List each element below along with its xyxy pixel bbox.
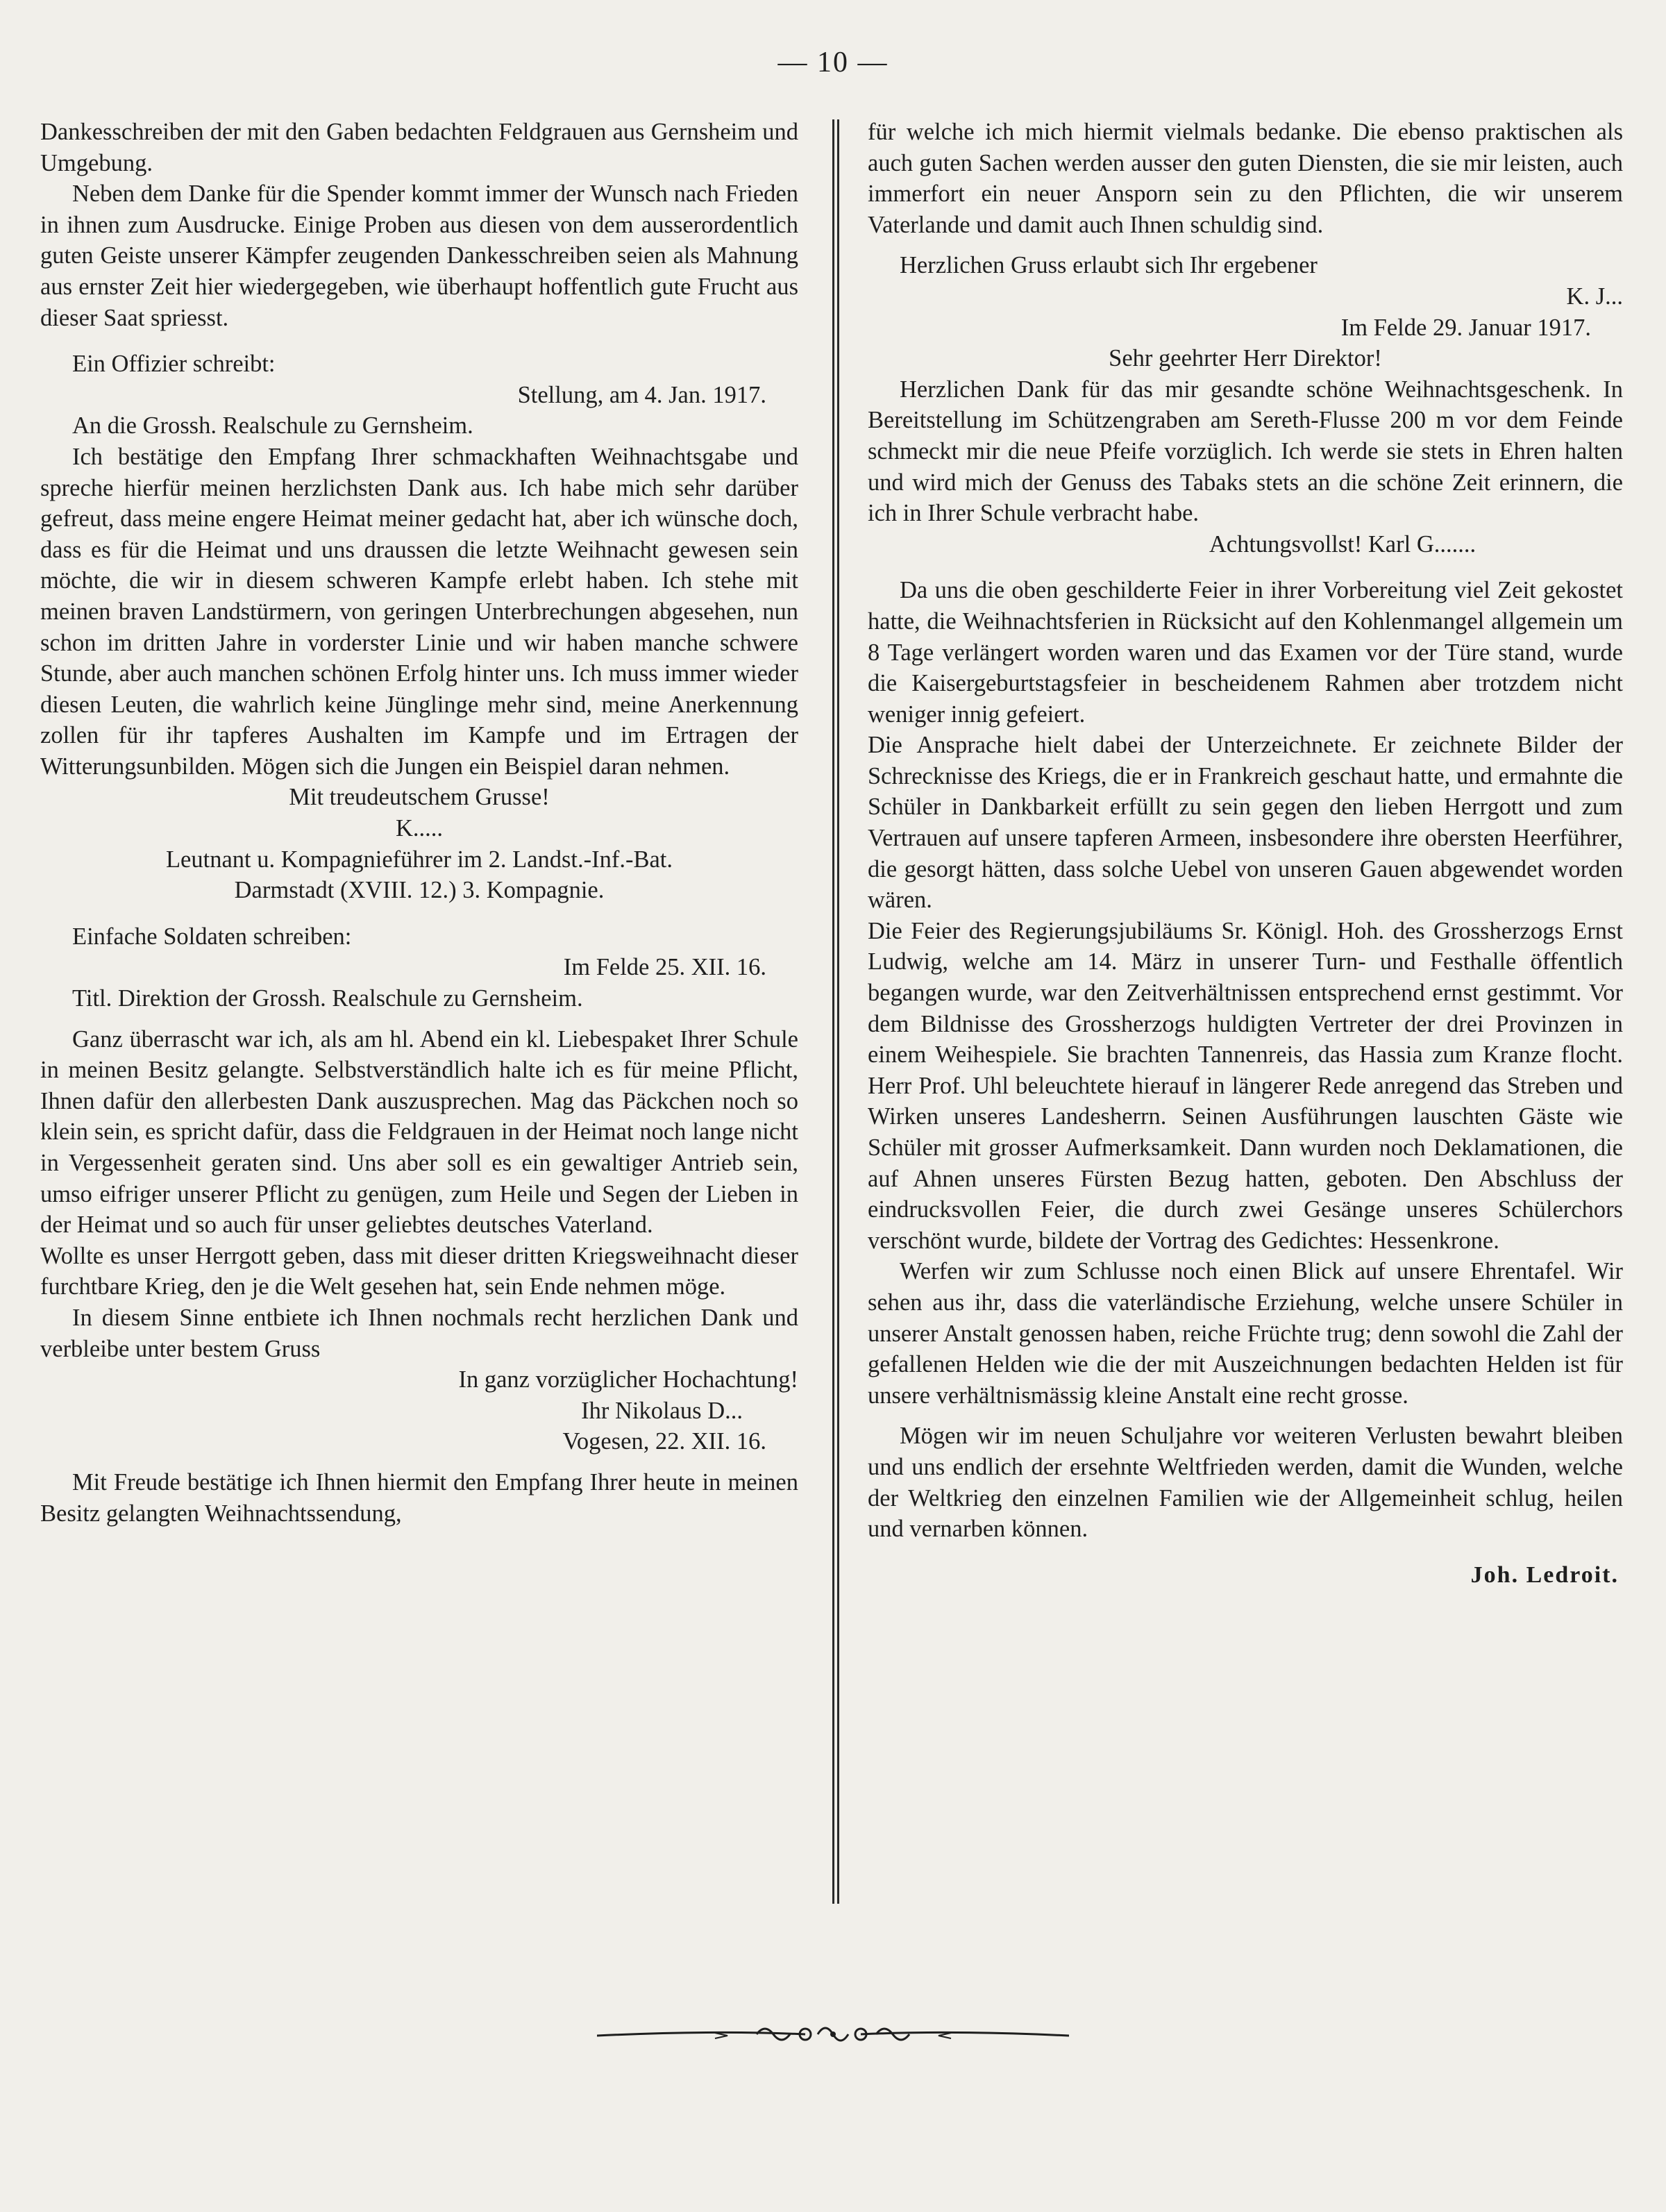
officer-letter-address: An die Grossh. Realschule zu Gernsheim. bbox=[72, 412, 473, 439]
letter3-salutation: Sehr geehrter Herr Direktor! bbox=[1109, 345, 1382, 372]
officer-letter-closing: Mit treudeutschem Grusse! bbox=[289, 784, 550, 811]
letter1-address: Titl. Direktion der Grossh. Realschule zu Gernsheim. bbox=[72, 985, 583, 1012]
paragraph-kaisergeburtstag: Da uns die oben geschilderte Feier in ihrer Vorbereitung viel Zeit gekostet hatte, die Weihnachtsferien in Rücksicht auf den Kohlenmangel allgemein um 8 Tage verlängert worden waren und das Examen vor der Türe stand, wurde die Kaisergeburtstagsfeier in bescheidenem Rahmen aber trotzdem nicht weniger innig gefeiert. bbox=[868, 577, 1623, 728]
paragraph-ehrentafel: Werfen wir zum Schlusse noch einen Blick auf unsere Ehrentafel. Wir sehen aus ihr, dass die vaterländische Erziehung, welche unsere Schüler in unserer Anstalt genossen haben, reiche Früchte trug; denn sowohl die Zahl der gefallenen Helden wie die der mit Auszeichnungen bedachten Helden ist für unsere verhältnismässig kleine Anstalt eine recht grosse. bbox=[868, 1258, 1623, 1409]
letter2-place: Vogesen, 22. XII. 16. bbox=[562, 1428, 766, 1455]
right-column bbox=[868, 117, 1623, 1591]
officer-intro: Ein Offizier schreibt: bbox=[72, 351, 276, 378]
officer-letter-body: Ich bestätige den Empfang Ihrer schmackhaften Weihnachtsgabe und spreche hierfür meinen herzlichsten Dank aus. Ich habe mich sehr darüber gefreut, dass meine engere Heimat meiner gedacht hat, aber ich wünsche doch, dass es für die Heimat und uns draussen die letzte Weihnacht gewesen sein möchte, die wir in diesem schweren Kampfe erlebt haben. Ich stehe mit meinen braven Landstürmern, von geringen Unterbrechungen abgesehen, nun schon im dritten Jahre in vorderster Linie und wir haben manche schwere Stunde, aber auch manchen schönen Erfolg hinter uns. Ich muss immer wieder diesen Leuten, die wahrlich keine Jünglinge mehr sind, meine Anerkennung zollen für ihr tapferes Aushalten im Kampfe und im Ertragen der Witterungsunbilden. Mögen sich die Jungen ein Beispiel daran nehmen. bbox=[40, 443, 798, 780]
letter1-body-1: Ganz überrascht war ich, als am hl. Abend ein kl. Liebespaket Ihrer Schule in meinen Besitz gelangte. Selbstverständlich halte ich es für meine Pflicht, Ihnen dafür den allerbesten Dank auszusprechen. Mag das Päckchen noch so klein sein, es spricht dafür, dass die Feldgrauen in der Heimat noch lange nicht in Vergessenheit geraten sind. Uns aber soll es ein gewaltiger Antrieb sein, umso eifriger unserer Pflicht zu genügen, zum Heile und Segen der Lieben in der Heimat und so auch für unser geliebtes deutsches Vaterland. bbox=[40, 1025, 798, 1239]
letter3-body: Herzlichen Dank für das mir gesandte schöne Weihnachtsgeschenk. In Bereitstellung im Schützengraben am Sereth-Flusse 200 m vor dem Feinde schmeckt mir die neue Pfeife vorzüglich. Ich werde sie stets in Ehren halten und wird mich der Genuss des Tabaks stets an die schöne Zeit erinnern, die ich in Ihrer Schule verbracht habe. bbox=[868, 376, 1623, 527]
paragraph-regierungsjubilaeum: Die Feier des Regierungsjubiläums Sr. Königl. Hoh. des Grossherzogs Ernst Ludwig, welche am 14. März in unserer Turn- und Festhalle öffentlich begangen wurde, war den Zeitverhältnissen entsprechend ernst gestimmt. Vor dem Bildnisse des Grossherzogs huldigten Vertreter der drei Provinzen in einem Weihespiele. Sie brachten Tannenreis, das Hassia zum Kranze flocht. Herr Prof. Uhl beleuchtete hierauf in längerer Rede anregend das Streben und Wirken unseres Landesherrn. Seinen Ausführungen lauschten Gäste wie Schüler mit grosser Aufmerksamkeit. Dann wurden noch Deklamationen, die auf Ahnen unseres Fürsten Bezug hatten, geboten. Den Abschluss der eindrucksvollen Feier, die durch zwei Gesänge unseres Schülerchors verschönt wurde, bildete der Vortrag des Gedichtes: Hessenkrone. bbox=[868, 917, 1623, 1254]
left-column bbox=[40, 117, 798, 1529]
letter3-closing: Achtungsvollst! Karl G....... bbox=[1209, 530, 1476, 558]
letter1-name: Ihr Nikolaus D... bbox=[581, 1397, 743, 1424]
letter2-body-continued: für welche ich mich hiermit vielmals bedanke. Die ebenso praktischen als auch guten Sachen werden ausser den guten Diensten, die sie mir leisten, auch immerfort ein neuer Ansporn sein zu den Pflichten, die wir unserem Vaterlande und damit auch Ihnen schuldig sind. bbox=[868, 119, 1623, 238]
officer-letter-rank: Leutnant u. Kompagnieführer im 2. Landst.-Inf.-Bat. bbox=[165, 846, 673, 873]
paragraph-intro-heading: Dankesschreiben der mit den Gaben bedachten Feldgrauen aus Gernsheim und Umgebung. bbox=[40, 119, 798, 176]
paragraph-ansprache: Die Ansprache hielt dabei der Unterzeichnete. Er zeichnete Bilder der Schrecknisse des Kriegs, die er in Frankreich geschaut hatte, und ermahnte die Schüler in Dankbarkeit erfüllt zu sein gegen den lieben Herrgott und zum Vertrauen auf unsere tapferen Armeen, insbesondere ihre obersten Heerführer, die gesorgt hätten, dass solche Uebel von unseren Gauen abgewendet worden wären. bbox=[868, 732, 1623, 914]
author-signature: Joh. Ledroit. bbox=[1470, 1561, 1619, 1588]
page-number: — 10 — bbox=[777, 47, 889, 78]
letter2-body: Mit Freude bestätige ich Ihnen hiermit den Empfang Ihrer heute in meinen Besitz gelangten Weihnachtssendung, bbox=[40, 1468, 798, 1527]
paragraph-intro: Neben dem Danke für die Spender kommt immer der Wunsch nach Frieden in ihnen zum Ausdrucke. Einige Proben aus diesen von dem ausserordentlich guten Geiste unserer Kämpfer zeugenden Dankesschreiben seien als Mahnung aus ernster Zeit hier wiedergegeben, wie überhaupt hoffentlich gute Frucht aus dieser Saat spriesst. bbox=[40, 181, 798, 331]
officer-letter-name: K..... bbox=[395, 815, 444, 842]
letter1-body-3: In diesem Sinne entbiete ich Ihnen nochmals recht herzlichen Dank und verbleibe unter bestem Gruss bbox=[40, 1304, 798, 1362]
letter1-closing: In ganz vorzüglicher Hochachtung! bbox=[458, 1366, 798, 1393]
letter2-greeting: Herzlichen Gruss erlaubt sich Ihr ergebener bbox=[900, 252, 1318, 279]
letter1-place: Im Felde 25. XII. 16. bbox=[563, 954, 766, 981]
column-divider bbox=[832, 119, 839, 1904]
officer-letter-place: Stellung, am 4. Jan. 1917. bbox=[517, 381, 766, 408]
ornamental-divider-icon bbox=[597, 2013, 1069, 2055]
officer-letter-unit: Darmstadt (XVIII. 12.) 3. Kompagnie. bbox=[234, 877, 605, 904]
soldiers-intro: Einfache Soldaten schreiben: bbox=[72, 923, 352, 950]
letter3-place: Im Felde 29. Januar 1917. bbox=[1340, 314, 1591, 341]
paragraph-schluss: Mögen wir im neuen Schuljahre vor weiteren Verlusten bewahrt bleiben und uns endlich der ersehnte Weltfrieden werden, damit die Wunden, welche der Weltkrieg den einzelnen Familien wie der Allgemeinheit schlug, heilen und vernarben können. bbox=[868, 1423, 1623, 1543]
letter1-body-2: Wollte es unser Herrgott geben, dass mit dieser dritten Kriegsweihnacht dieser furchtbare Krieg, den je die Welt gesehen hat, sein Ende nehmen möge. bbox=[40, 1242, 798, 1300]
letter2-name: K. J... bbox=[1566, 283, 1623, 310]
